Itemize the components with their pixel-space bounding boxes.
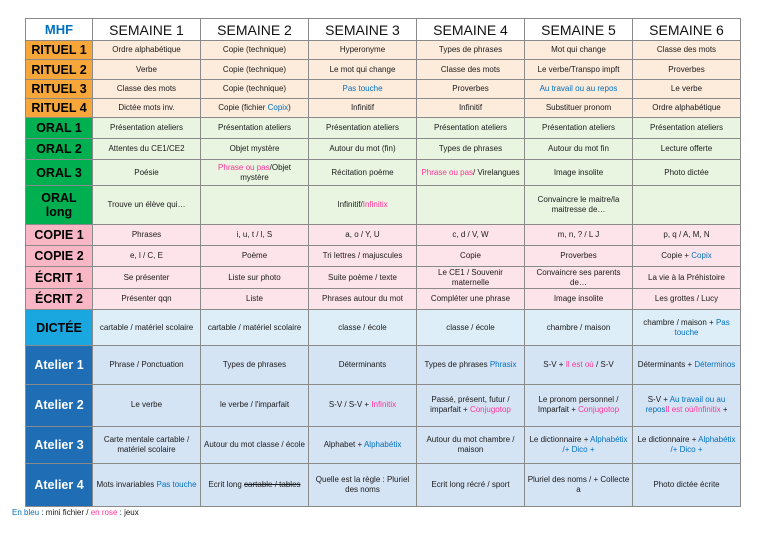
legend-end: : jeux [117,508,139,517]
table-cell [93,464,201,507]
table-cell: Hyperonyme [309,41,417,60]
row-label: ORAL long [26,185,93,224]
table-row [26,246,741,267]
table-row [26,427,741,464]
table-cell: Présentation ateliers [525,117,633,138]
table-cell: Carte mentale cartable / matériel scolaire [93,427,201,464]
row-label: Atelier 1 [26,346,93,384]
table-cell: Copie (technique) [201,60,309,79]
cell-text-blue: Copix [691,251,712,261]
cell-text-blue: Alphabétix [363,440,402,450]
cell-text-pre: Alphabet + [323,440,364,450]
table-cell: Poésie [93,160,201,185]
table-cell [633,384,741,426]
cell-text-pre: Le pronom personnel / Imparfait + [537,395,619,415]
table-cell: Photo dictée écrite [633,464,741,507]
cell-text-blue: Pas touche [156,480,197,490]
table-cell: Liste sur photo [201,267,309,288]
table-cell: Autour du mot (fin) [309,139,417,160]
cell-text-pink: Phrase ou pas [218,162,270,172]
table-row [26,346,741,384]
cell-text-blue: Pas touche [342,83,383,93]
row-label: ORAL 3 [26,160,93,185]
table-cell: Les grottes / Lucy [633,288,741,309]
table-cell: Ordre alphabétique [633,98,741,117]
cell-text-pink: Il est où [565,359,594,369]
table-cell: classe / école [417,309,525,345]
cell-text-pre: Le dictionnaire + [529,435,591,445]
row-label: RITUEL 4 [26,98,93,117]
week-header-5: SEMAINE 5 [525,19,633,41]
cell-text-blue: Au travail ou au repos [645,395,726,415]
table-cell: classe / école [309,309,417,345]
table-cell: Poème [201,246,309,267]
table-cell: Présenter qqn [93,288,201,309]
table-cell: Trouve un élève qui… [93,185,201,224]
table-cell: Phrase / Ponctuation [93,346,201,384]
table-cell: Classe des mots [417,60,525,79]
week-header-2: SEMAINE 2 [201,19,309,41]
table-cell: Types de phrases [417,139,525,160]
legend-blue: En bleu [12,508,40,517]
week-header-1: SEMAINE 1 [93,19,201,41]
table-cell: p, q / A, M, N [633,225,741,246]
row-label: RITUEL 1 [26,41,93,60]
table-row [26,267,741,288]
cell-text-pre: Le dictionnaire + [637,435,699,445]
table-cell: Copie (technique) [201,79,309,98]
cell-text-strike: cartable / tables [244,480,301,490]
table-cell: Infinitif [309,98,417,117]
cell-text-pink: Il est où/Infinitix [665,405,721,415]
corner-label: MHF [26,19,93,41]
table-cell: Récitation poème [309,160,417,185]
table-row [26,185,741,224]
table-row [26,79,741,98]
table-cell: Phrases autour du mot [309,288,417,309]
table-row [26,60,741,79]
table-cell: La vie à la Préhistoire [633,267,741,288]
table-cell [633,346,741,384]
table-row [26,288,741,309]
table-cell: Convaincre le maitre/la maitresse de… [525,185,633,224]
table-cell: Attentes du CE1/CE2 [93,139,201,160]
cell-text-pre: Copie (fichier [218,102,268,112]
row-label: RITUEL 3 [26,79,93,98]
table-cell: Déterminants [309,346,417,384]
table-cell: Infinitif [417,98,525,117]
cell-text-pre: Déterminants + [637,359,695,369]
table-cell [201,464,309,507]
cell-text-post: / Virelangues [473,167,520,177]
table-cell: Autour du mot classe / école [201,427,309,464]
cell-text-pre: S-V + [647,395,670,405]
week-header-6: SEMAINE 6 [633,19,741,41]
table-cell: Quelle est la règle : Pluriel des noms [309,464,417,507]
table-cell: Dictée mots inv. [93,98,201,117]
table-cell: Liste [201,288,309,309]
cell-text-pre: Types de phrases [424,359,490,369]
table-cell: Tri lettres / majuscules [309,246,417,267]
table-row [26,464,741,507]
table-cell: Lecture offerte [633,139,741,160]
table-cell: Le verbe/Transpo impft [525,60,633,79]
table-cell: e, l / C, E [93,246,201,267]
table-cell: Proverbes [417,79,525,98]
table-cell: Présentation ateliers [93,117,201,138]
cell-text-blue: Copix [267,102,289,112]
row-label: COPIE 2 [26,246,93,267]
cell-text-pre: Infinitif/ [337,199,363,209]
table-cell: c, d / V, W [417,225,525,246]
cell-text-pre: chambre / maison + [643,317,716,327]
planning-body [26,19,741,507]
cell-text-pink: Infinitix [371,400,397,410]
table-cell: Présentation ateliers [309,117,417,138]
row-label: Atelier 2 [26,384,93,426]
cell-text-blue: Alphabétix /+ Dico + [562,435,628,455]
table-row [26,309,741,345]
table-cell: Pluriel des noms / + Collecte a [525,464,633,507]
row-label: RITUEL 2 [26,60,93,79]
table-cell: cartable / matériel scolaire [93,309,201,345]
cell-text-pink: Phrase ou pas [421,167,474,177]
table-cell [309,185,417,224]
empty-crossed-cell [201,185,309,224]
row-label: ÉCRIT 2 [26,288,93,309]
table-cell [417,384,525,426]
table-cell: Photo dictée [633,160,741,185]
table-cell: Le mot qui change [309,60,417,79]
table-cell [633,427,741,464]
table-cell: cartable / matériel scolaire [201,309,309,345]
planning-table [25,18,741,507]
table-cell [525,79,633,98]
table-cell: Mot qui change [525,41,633,60]
table-cell [201,160,309,185]
table-cell: Classe des mots [633,41,741,60]
cell-text-blue: Au travail ou au repos [539,83,618,93]
table-cell: Proverbes [633,60,741,79]
table-cell: Ordre alphabétique [93,41,201,60]
table-cell: m, n, ? / L J [525,225,633,246]
table-cell [525,346,633,384]
cell-text-blue: Alphabétix /+ Dico + [670,435,736,455]
table-row [26,160,741,185]
table-cell: le verbe / l'imparfait [201,384,309,426]
table-cell [633,246,741,267]
table-row [26,384,741,426]
table-cell [525,384,633,426]
table-cell: Proverbes [525,246,633,267]
row-label: ORAL 1 [26,117,93,138]
table-cell: Le verbe [93,384,201,426]
table-cell: Image insolite [525,288,633,309]
cell-text-blue: Pas touche [674,317,730,337]
table-cell: Image insolite [525,160,633,185]
table-cell: Présentation ateliers [633,117,741,138]
cell-text-pre: Ecrit long [208,480,245,490]
table-cell: Verbe [93,60,201,79]
table-cell [309,384,417,426]
cell-text-post: /Objet mystère [240,162,291,182]
table-cell: chambre / maison [525,309,633,345]
cell-text-pre: S-V + [543,359,566,369]
row-label: COPIE 1 [26,225,93,246]
table-cell: Autour du mot chambre / maison [417,427,525,464]
cell-text-pre: S-V / S-V + [328,400,372,410]
table-cell [417,346,525,384]
row-label: ORAL 2 [26,139,93,160]
table-cell: a, o / Y, U [309,225,417,246]
legend [12,508,139,517]
table-cell: Suite poème / texte [309,267,417,288]
table-cell: Se présenter [93,267,201,288]
cell-text-blue: Phrasix [489,359,517,369]
cell-text-blue: Déterminos [694,359,736,369]
table-cell [309,427,417,464]
table-cell [309,79,417,98]
table-cell: Types de phrases [201,346,309,384]
table-cell: Phrases [93,225,201,246]
table-cell [633,309,741,345]
table-cell [525,427,633,464]
table-row [26,139,741,160]
table-cell: Ecrit long récré / sport [417,464,525,507]
cell-text-post: ) [288,102,291,112]
week-header-4: SEMAINE 4 [417,19,525,41]
table-row [26,98,741,117]
cell-text-pre: Passé, présent, futur / imparfait + [430,395,510,415]
legend-mid: : mini fichier / [39,508,91,517]
table-cell: Le verbe [633,79,741,98]
table-row [26,41,741,60]
table-cell: Présentation ateliers [201,117,309,138]
cell-text-pink: Conjugotop [469,405,511,415]
table-cell: Le CE1 / Souvenir maternelle [417,267,525,288]
row-label: ÉCRIT 1 [26,267,93,288]
table-cell: Copie (technique) [201,41,309,60]
empty-crossed-cell [633,185,741,224]
table-row [26,117,741,138]
header-row [26,19,741,41]
table-cell: Classe des mots [93,79,201,98]
planning-table-container [25,18,740,507]
empty-crossed-cell [417,185,525,224]
week-header-3: SEMAINE 3 [309,19,417,41]
cell-text-pink: Conjugotop [578,405,620,415]
row-label: DICTÉE [26,309,93,345]
table-cell [417,160,525,185]
row-label: Atelier 4 [26,464,93,507]
legend-pink: en rose [90,508,118,517]
table-cell: Objet mystère [201,139,309,160]
table-cell: i, u, t / l, S [201,225,309,246]
cell-text-pre: Mots invariables [96,480,157,490]
table-cell: Présentation ateliers [417,117,525,138]
row-label: Atelier 3 [26,427,93,464]
table-cell: Compléter une phrase [417,288,525,309]
table-cell: Copie [417,246,525,267]
cell-text-pink: Infinitix [362,199,388,209]
cell-text-post: / S-V [593,359,614,369]
table-cell: Convaincre ses parents de… [525,267,633,288]
table-row [26,225,741,246]
table-cell: Substituer pronom [525,98,633,117]
table-cell: Autour du mot fin [525,139,633,160]
cell-text-post: + [720,405,728,415]
cell-text-pre: Copie + [661,251,692,261]
table-cell [201,98,309,117]
table-cell: Types de phrases [417,41,525,60]
